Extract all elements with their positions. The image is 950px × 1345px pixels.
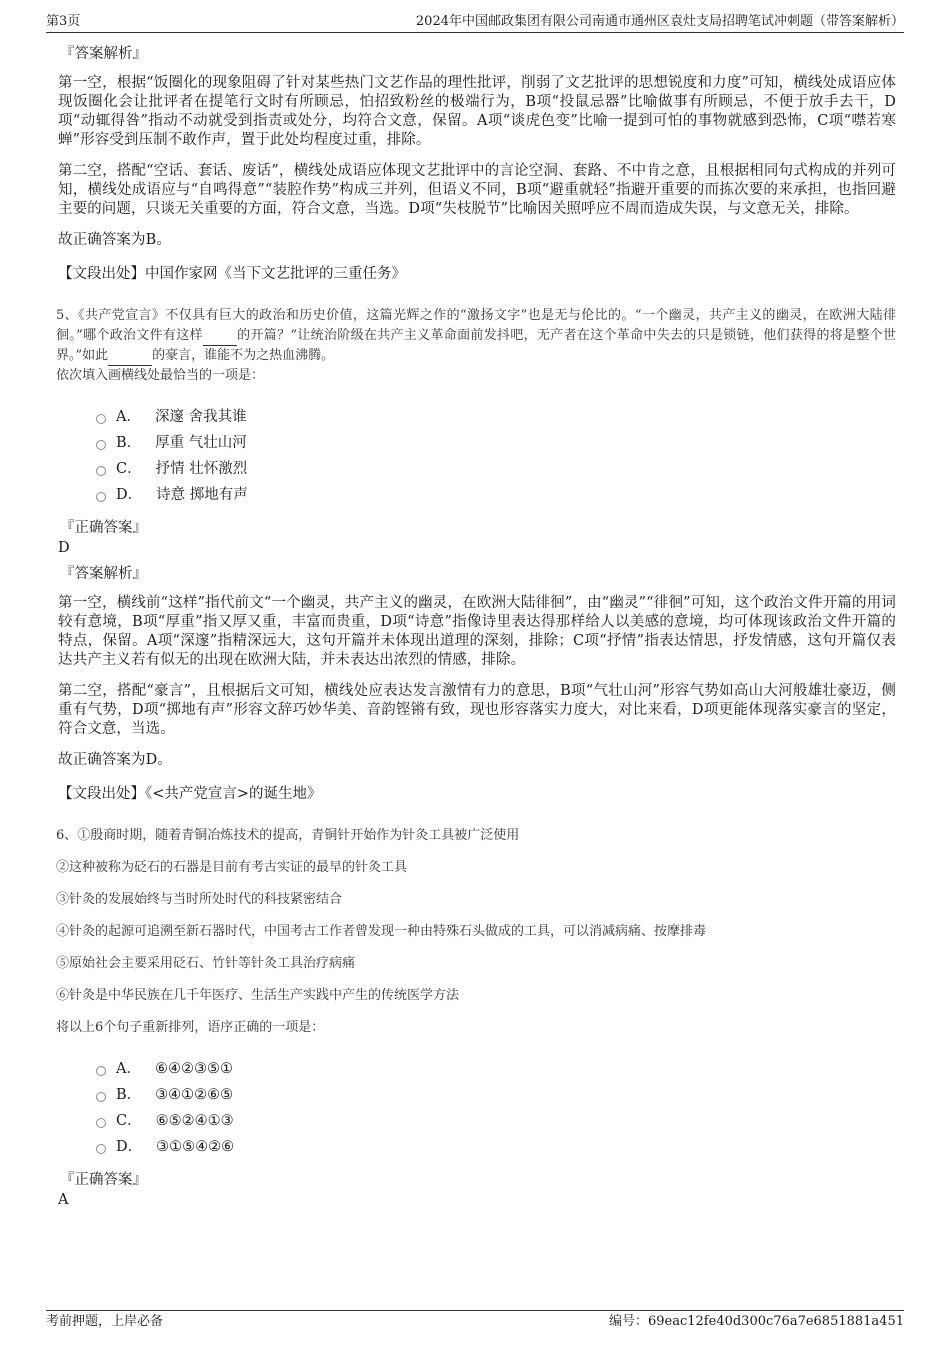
document-id: 编号：69eac12fe40d300c76a7e6851881a451 xyxy=(609,1314,904,1329)
q4-analysis-section xyxy=(56,44,896,284)
stem-part: 的豪言，谁能不为之热血沸腾。 xyxy=(152,348,335,363)
correct-answer: A xyxy=(58,1192,69,1208)
page-header xyxy=(46,12,904,33)
radio-icon[interactable] xyxy=(96,492,106,502)
option-text: 诗意 掷地有声 xyxy=(156,487,248,503)
radio-icon[interactable] xyxy=(96,1092,106,1102)
option-letter: C． xyxy=(116,1113,142,1129)
radio-icon[interactable] xyxy=(96,1118,106,1128)
option-text: 深邃 舍我其谁 xyxy=(154,409,247,425)
question-6 xyxy=(56,826,896,1210)
source-citation: 【文段出处】中国作家网《当下文艺批评的三重任务》 xyxy=(58,266,406,282)
page-content xyxy=(56,44,896,1216)
answer-conclusion: 故正确答案为B。 xyxy=(58,232,171,248)
radio-icon[interactable] xyxy=(96,466,106,476)
option-text: ⑥⑤②④①③ xyxy=(155,1113,234,1129)
option-list xyxy=(96,404,896,508)
analysis-paragraph: 第一空，横线前“这样”指代前文“一个幽灵，共产主义的幽灵，在欧洲大陆徘徊”，由“幽灵”“徘徊”可知，这个政治文件开篇的用词较有意境，B项“厚重”指又厚又重，丰富而贵重，D项“诗意”指像诗里表达得那样给人以美感的意境，均可体现该政治文件开篇的特点，保留。A项“深邃”指精深远大，这句开篇并未体现出道理的深刻，排除；C项“抒情”指表达情思，抒发情感，这句开篇仅表达共产主义若有似无的出现在欧洲大陆，并未表达出浓烈的情感，排除。 xyxy=(58,595,896,668)
analysis-paragraph: 第一空，根据“饭圈化的现象阻碍了针对某些热门文艺作品的理性批评，削弱了文艺批评的思想锐度和力度”可知，横线处成语应体现饭圈化会让批评者在提笔行文时有所顾忌，怕招致粉丝的极端行为，B项“投鼠忌器”比喻做事有所顾忌，不便于放手去干，D项“动辄得咎”指动不动就受到指责或处分，均符合文意，保留。A项“谈虎色变”比喻一提到可怕的事物就感到恐怖，C项“噤若寒蝉”形容受到压制不敢作声，置于此处均程度过重，排除。 xyxy=(58,75,896,148)
analysis-heading: 『答案解析』 xyxy=(60,46,147,62)
correct-answer: D xyxy=(58,540,70,556)
option-text: 厚重 气壮山河 xyxy=(155,435,247,451)
analysis-paragraph: 第二空，搭配“豪言”，且根据后文可知，横线处应表达发言激情有力的意思，B项“气壮山河”形容气势如高山大河般雄壮豪迈，侧重有气势，D项“掷地有声”形容文辞巧妙华美、音韵铿锵有致，现也形容落实力度大，对比来看，D项更能体现落实豪言的坚定，符合文意，当选。 xyxy=(58,683,896,737)
option-letter: B． xyxy=(116,435,142,451)
radio-icon[interactable] xyxy=(96,440,106,450)
sentence-item: ③针灸的发展始终与当时所处时代的科技紧密结合 xyxy=(56,892,343,907)
stem-part: 的开篇？“让统治阶级在共产主义革命面前发抖吧，无产者在这个革命中失去的只是锁链，他们获得的将是整个世界。”如此 xyxy=(56,328,896,363)
document-title: 2024年中国邮政集团有限公司南通市通州区袁灶支局招聘笔试冲刺题（带答案解析） xyxy=(415,14,904,29)
option-d[interactable] xyxy=(96,482,896,508)
option-text: ③④①②⑥⑤ xyxy=(155,1087,234,1103)
option-c[interactable] xyxy=(96,1108,896,1134)
option-letter: A． xyxy=(116,409,141,425)
page-footer xyxy=(46,1310,904,1333)
radio-icon[interactable] xyxy=(96,1066,106,1076)
option-text: 抒情 壮怀激烈 xyxy=(155,461,248,477)
option-c[interactable] xyxy=(96,456,896,482)
sentence-item: 6、①殷商时期，随着青铜冶炼技术的提高，青铜针开始作为针灸工具被广泛使用 xyxy=(56,828,520,843)
option-text: ③①⑤④②⑥ xyxy=(156,1139,235,1155)
option-text: ⑥④②③⑤① xyxy=(154,1061,233,1077)
option-letter: D． xyxy=(116,487,143,503)
option-a[interactable] xyxy=(96,1056,896,1082)
option-d[interactable] xyxy=(96,1134,896,1160)
answer-conclusion: 故正确答案为D。 xyxy=(58,752,172,768)
option-b[interactable] xyxy=(96,430,896,456)
question-instruction: 将以上6个句子重新排列，语序正确的一项是： xyxy=(56,1020,325,1035)
stem-part: 5、《共产党宣言》不仅具有巨大的政治和历史价值，这篇光辉之作的“激扬文字”也是无与伦比的。“一个幽灵，共产主义的幽灵，在欧洲大陆徘徊。”哪个政治文件有这样 xyxy=(56,308,896,343)
question-stem xyxy=(56,306,896,366)
option-a[interactable] xyxy=(96,404,896,430)
radio-icon[interactable] xyxy=(96,1144,106,1154)
sentence-item: ④针灸的起源可追溯至新石器时代，中国考古工作者曾发现一种由特殊石头做成的工具，可以消减病痛、按摩排毒 xyxy=(56,924,707,939)
option-letter: B． xyxy=(116,1087,142,1103)
radio-icon[interactable] xyxy=(96,414,106,424)
fill-blank xyxy=(203,331,237,346)
sentence-item: ②这种被称为砭石的石器是目前有考古实证的最早的针灸工具 xyxy=(56,860,408,875)
question-5 xyxy=(56,306,896,804)
option-letter: A． xyxy=(116,1061,141,1077)
option-list xyxy=(96,1056,896,1160)
option-letter: C． xyxy=(116,461,142,477)
page-number: 第3页 xyxy=(46,14,81,29)
analysis-paragraph: 第二空，搭配“空话、套话、废话”，横线处成语应体现文艺批评中的言论空洞、套路、不中肯之意，且根据相同句式构成的并列可知，横线处成语应与“自鸣得意”“装腔作势”构成三并列，但语义不同，B项“避重就轻”指避开重要的而拣次要的来承担，也指回避主要的问题，只谈无关重要的方面，符合文意，当选。D项“失枝脱节”比喻因关照呼应不周而造成失误，与文意无关，排除。 xyxy=(58,163,896,217)
answer-heading: 『正确答案』 xyxy=(60,1172,147,1188)
fill-blank xyxy=(108,351,152,366)
sentence-item: ⑤原始社会主要采用砭石、竹针等针灸工具治疗病痛 xyxy=(56,956,356,971)
option-b[interactable] xyxy=(96,1082,896,1108)
footer-slogan: 考前押题，上岸必备 xyxy=(46,1314,164,1329)
answer-heading: 『正确答案』 xyxy=(60,520,147,536)
option-letter: D． xyxy=(116,1139,143,1155)
sentence-item: ⑥针灸是中华民族在几千年医疗、生活生产实践中产生的传统医学方法 xyxy=(56,988,460,1003)
analysis-heading: 『答案解析』 xyxy=(60,566,147,582)
source-citation: 【文段出处】《<共产党宣言>的诞生地》 xyxy=(58,786,322,802)
question-instruction: 依次填入画横线处最恰当的一项是： xyxy=(56,368,265,383)
